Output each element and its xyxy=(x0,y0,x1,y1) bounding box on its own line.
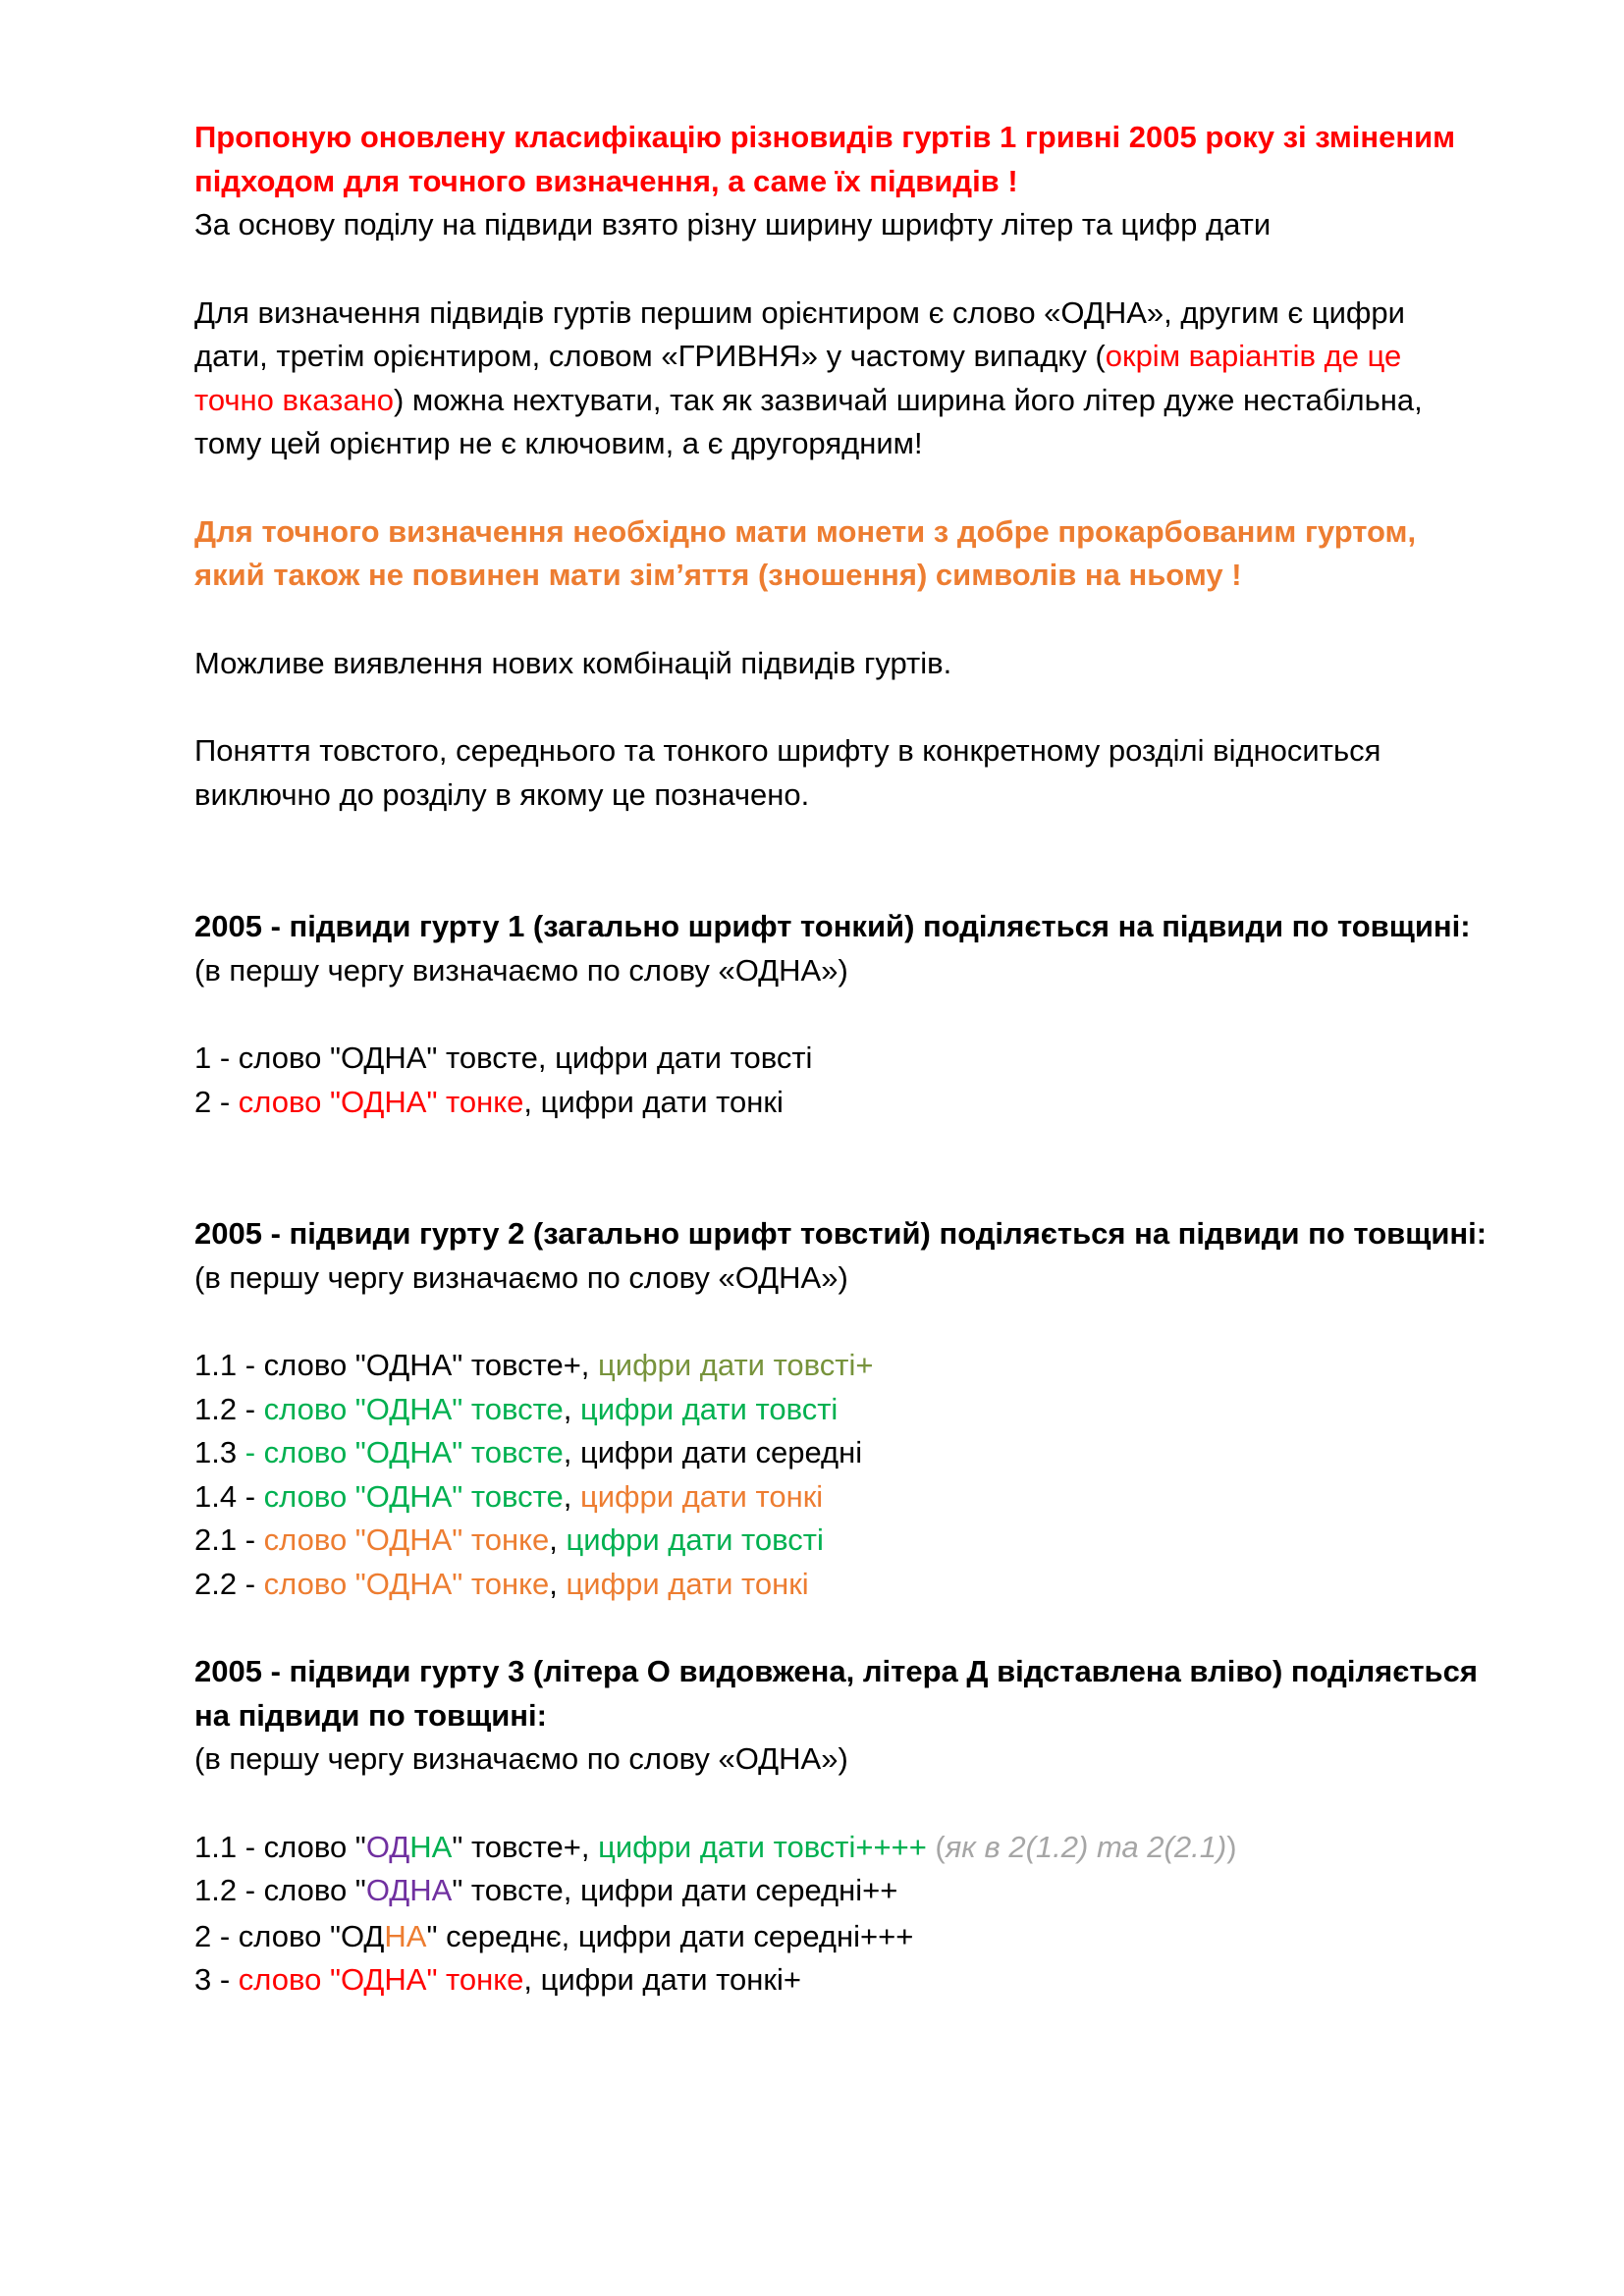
group2-heading: 2005 - підвиди гурту 2 (загально шрифт товстий) поділяється на підвиди по товщині: xyxy=(194,1216,1488,1251)
note-font-line-1: Поняття товстого, середнього та тонкого шрифту в конкретному розділі відноситься xyxy=(194,733,1381,768)
item-number: 1.4 - xyxy=(194,1478,264,1514)
reference-paren-open: ( xyxy=(926,1829,946,1864)
reference-note: як в 2(1.2) та 2(2.1) xyxy=(945,1829,1227,1864)
word-odna-thick: слово "ОДНА" товсте xyxy=(263,1391,564,1426)
intro-title-line-1: Пропоную оновлену класифікацію різновидів гуртів 1 гривні 2005 року зі зміненим xyxy=(194,120,1456,154)
group3-heading-line-2: на підвиди по товщині: xyxy=(194,1697,547,1733)
group1-item-1: 1 - слово "ОДНА" товсте, цифри дати товсті xyxy=(194,1041,813,1075)
note-font-line-2: виключно до розділу в якому це позначено. xyxy=(194,776,810,812)
item-text: 2 - слово "ОД xyxy=(194,1918,385,1953)
orientation-exception-highlight: точно вказано xyxy=(194,382,394,417)
group1-item-2 xyxy=(194,1081,1477,1125)
group1-heading: 2005 - підвиди гурту 1 (загально шрифт тонкий) поділяється на підвиди по товщині: xyxy=(194,909,1471,943)
item-rest: , цифри дати середні xyxy=(563,1435,863,1469)
warning-line-1: Для точного визначення необхідно мати монети з добре прокарбованим гуртом, xyxy=(194,513,1417,549)
orientation-line-1: Для визначення підвидів гуртів першим орієнтиром є слово «ОДНА», другим є цифри xyxy=(194,294,1405,330)
orientation-exception-highlight: окрім варіантів де це xyxy=(1105,339,1402,373)
digits-thick-plus: цифри дати товсті++++ xyxy=(598,1829,927,1864)
item-number: 2.1 - xyxy=(194,1522,264,1557)
digits-thick: цифри дати товсті xyxy=(566,1522,824,1557)
item-number: 1.2 - xyxy=(194,1391,264,1426)
note-new-combinations: Можливе виявлення нових комбінацій підвидів гуртів. xyxy=(194,645,952,680)
word-odna-thick: слово "ОДНА" товсте xyxy=(263,1478,564,1514)
item-number: 1.3 xyxy=(194,1435,238,1469)
group2-item-2-2 xyxy=(194,1563,1477,1607)
word-odna-thin: слово "ОДНА" тонке xyxy=(238,1962,524,1997)
letters-od: ОД xyxy=(365,1829,410,1864)
word-odna-thick: - слово "ОДНА" товсте xyxy=(237,1435,564,1469)
reference-paren-close: ) xyxy=(1226,1829,1237,1864)
digits-thick: цифри дати товсті xyxy=(579,1391,839,1426)
letters-na: НА xyxy=(384,1918,427,1953)
group2-item-1-4 xyxy=(194,1475,1477,1520)
item-rest: " середнє, цифри дати середні+++ xyxy=(426,1918,914,1953)
item-separator: , xyxy=(563,1391,580,1426)
group3-item-3 xyxy=(194,1958,1477,2002)
group3-heading-line-1: 2005 - підвиди гурту 3 (літера О видовжена, літера Д відставлена вліво) поділяється xyxy=(194,1654,1478,1688)
group3-item-1-1 xyxy=(194,1826,1477,1870)
item-number: 2 - xyxy=(194,1084,239,1119)
group2-item-1-2 xyxy=(194,1388,1477,1432)
item-number: 2.2 - xyxy=(194,1566,264,1601)
orientation-line-3 xyxy=(194,379,1477,423)
group2-item-1-1 xyxy=(194,1344,1477,1388)
digits-thin: цифри дати тонкі xyxy=(579,1478,824,1514)
item-rest: " товсте, цифри дати середні++ xyxy=(452,1873,898,1907)
item-text: 1.2 - слово " xyxy=(194,1873,366,1907)
item-text: 1.1 - слово " xyxy=(194,1829,366,1864)
group2-item-2-1 xyxy=(194,1519,1477,1563)
item-number: 3 - xyxy=(194,1962,239,1997)
orientation-text: ) можна нехтувати, так як зазвичай ширина його літер дуже нестабільна, xyxy=(393,382,1423,417)
group3-subheading: (в першу чергу визначаємо по слову «ОДНА») xyxy=(194,1741,848,1776)
group2-item-1-3 xyxy=(194,1431,1477,1475)
group3-item-1-2 xyxy=(194,1869,1477,1913)
word-odna-thin: слово "ОДНА" тонке xyxy=(263,1522,550,1557)
orientation-line-4: тому цей орієнтир не є ключовим, а є другорядним! xyxy=(194,426,923,460)
orientation-line-2 xyxy=(194,335,1477,379)
item-separator: , xyxy=(563,1478,580,1514)
intro-title-line-2: підходом для точного визначення, а саме їх підвидів ! xyxy=(194,163,1018,198)
item-separator: , xyxy=(549,1522,567,1557)
item-text: 1.1 - слово "ОДНА" товсте+, xyxy=(194,1348,599,1382)
group1-subheading: (в першу чергу визначаємо по слову «ОДНА») xyxy=(194,952,848,988)
item-rest: , цифри дати тонкі+ xyxy=(523,1962,801,1997)
word-odna-thin: слово "ОДНА" тонке xyxy=(238,1084,524,1119)
item-text: " товсте+, xyxy=(452,1829,599,1864)
warning-line-2: який також не повинен мати зім’яття (зношення) символів на ньому ! xyxy=(194,558,1242,592)
group3-item-2 xyxy=(194,1915,1477,1959)
intro-basis: За основу поділу на підвиди взято різну ширину шрифту літер та цифр дати xyxy=(194,207,1272,241)
item-separator: , xyxy=(549,1566,567,1601)
group2-subheading: (в першу чергу визначаємо по слову «ОДНА») xyxy=(194,1259,848,1295)
digits-thick-plus: цифри дати товсті+ xyxy=(598,1348,874,1382)
orientation-text: дати, третім орієнтиром, словом «ГРИВНЯ» у частому випадку ( xyxy=(194,339,1106,373)
digits-thin: цифри дати тонкі xyxy=(566,1566,809,1601)
item-rest: , цифри дати тонкі xyxy=(523,1084,784,1119)
word-odna-thin: слово "ОДНА" тонке xyxy=(263,1566,550,1601)
word-odna: ОДНА xyxy=(365,1873,453,1907)
letters-na: НА xyxy=(409,1829,453,1864)
